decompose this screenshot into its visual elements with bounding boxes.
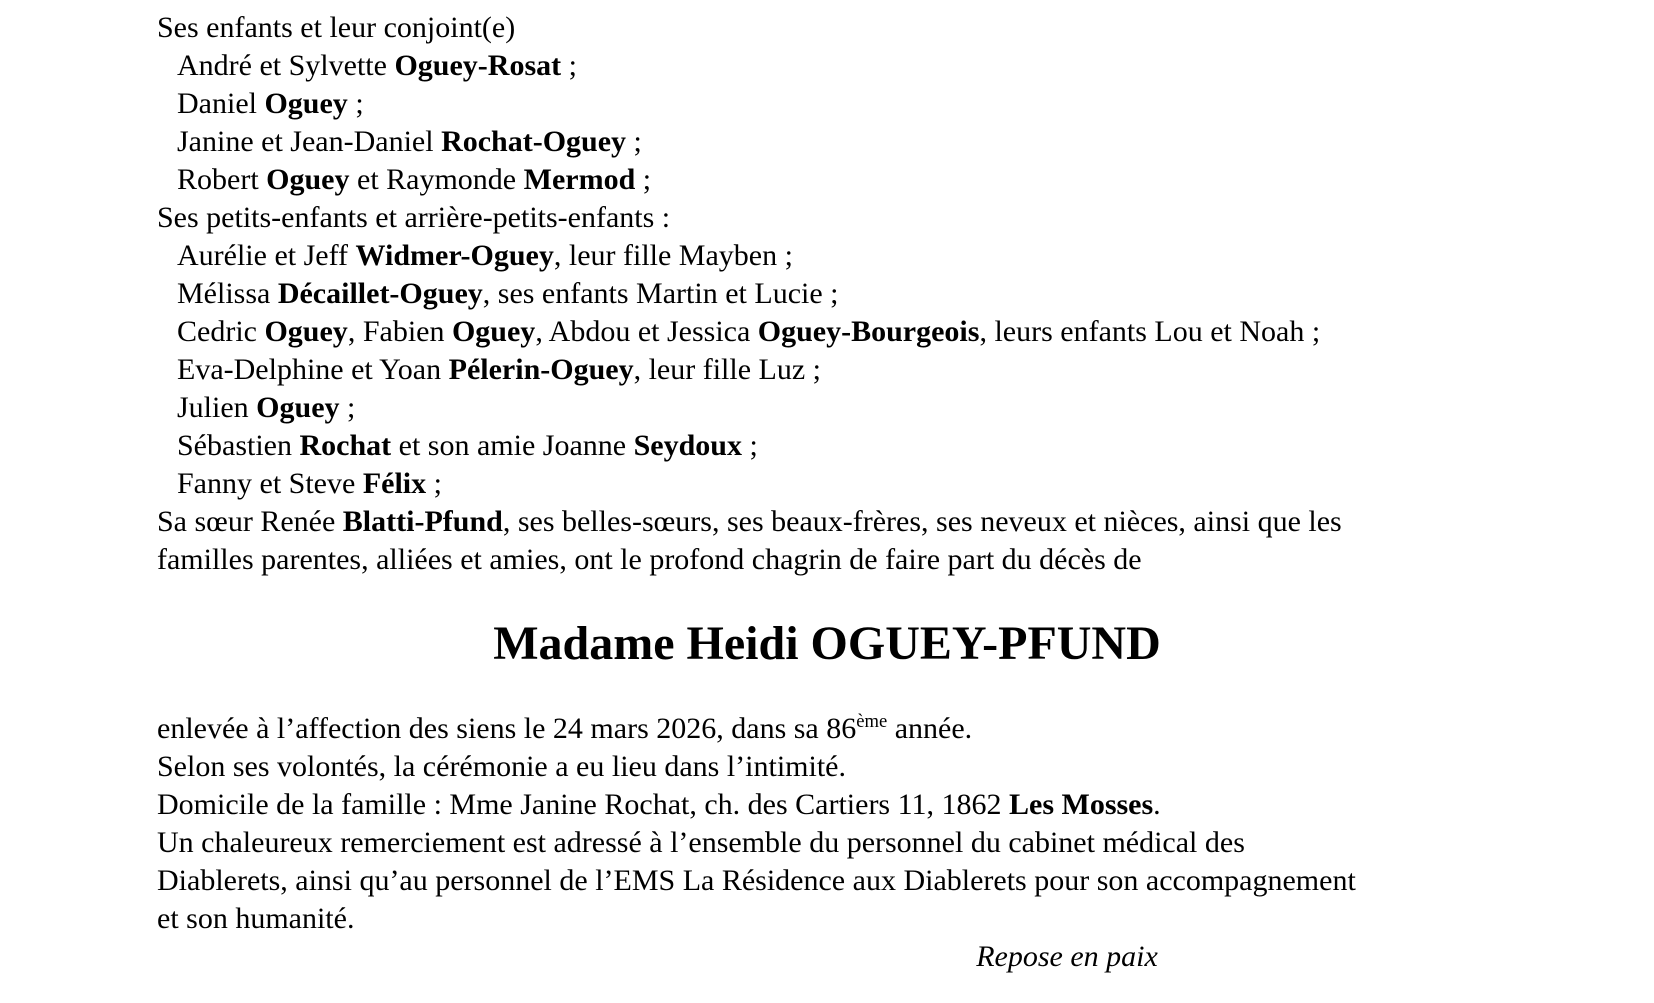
text-segment: Diablerets, ainsi qu’au personnel de l’EMS La Résidence aux Diablerets pour son accompagnement	[157, 864, 1356, 897]
text-line	[157, 824, 1534, 862]
text-line	[157, 389, 1534, 427]
family-name: Blatti-Pfund	[342, 505, 503, 538]
text-line	[157, 465, 1534, 503]
text-segment: ème	[856, 711, 888, 732]
family-name: Oguey	[264, 87, 348, 120]
text-segment: , Abdou et Jessica	[535, 315, 758, 348]
text-segment: ;	[339, 391, 356, 424]
family-name: Oguey	[264, 315, 348, 348]
announcement-details	[157, 710, 1534, 938]
text-segment: Cedric	[177, 315, 265, 348]
family-name: Oguey-Rosat	[394, 49, 562, 82]
text-segment: Julien	[177, 391, 257, 424]
text-line	[157, 85, 1534, 123]
text-segment: Un chaleureux remerciement est adressé à l’ensemble du personnel du cabinet médical des	[157, 826, 1245, 859]
text-segment: , ses belles-sœurs, ses beaux-frères, ses neveux et nièces, ainsi que les	[502, 505, 1342, 538]
text-line	[157, 900, 1534, 938]
family-name: Félix	[362, 467, 427, 500]
text-segment: familles parentes, alliées et amies, ont le profond chagrin de faire part du décès de	[157, 543, 1142, 576]
text-line	[157, 275, 1534, 313]
text-line	[157, 351, 1534, 389]
text-segment: année.	[887, 712, 973, 745]
text-segment: Mélissa	[177, 277, 278, 310]
text-segment: Aurélie et Jeff	[177, 239, 356, 272]
text-line	[157, 748, 1534, 786]
family-name: Mermod	[523, 163, 636, 196]
text-segment: enlevée à l’affection des siens le 24 mars 2026, dans sa 86	[157, 712, 857, 745]
family-name: Seydoux	[633, 429, 742, 462]
family-name: Widmer-Oguey	[355, 239, 554, 272]
text-segment: Eva-Delphine et Yoan	[177, 353, 449, 386]
text-segment: André et Sylvette	[177, 49, 395, 82]
family-name: Oguey	[256, 391, 340, 424]
text-segment: ;	[347, 87, 364, 120]
text-line	[157, 503, 1534, 541]
text-segment: Janine et Jean-Daniel	[177, 125, 442, 158]
text-segment: , leurs enfants Lou et Noah ;	[979, 315, 1321, 348]
text-segment: ;	[635, 163, 652, 196]
text-segment: Selon ses volontés, la cérémonie a eu lieu dans l’intimité.	[157, 750, 846, 783]
text-segment: Domicile de la famille : Mme Janine Rochat, ch. des Cartiers 11, 1862	[157, 788, 1009, 821]
text-line	[157, 199, 1534, 237]
text-segment: , ses enfants Martin et Lucie ;	[482, 277, 839, 310]
text-segment: ;	[561, 49, 577, 82]
text-segment: ;	[426, 467, 442, 500]
text-line	[157, 161, 1534, 199]
text-segment: Sébastien	[177, 429, 300, 462]
family-name: Rochat-Oguey	[441, 125, 627, 158]
family-list	[157, 9, 1534, 579]
text-segment: Daniel	[177, 87, 265, 120]
text-segment: .	[1153, 788, 1161, 821]
text-line	[157, 862, 1534, 900]
text-segment: et son amie Joanne	[391, 429, 634, 462]
text-segment: Fanny et Steve	[177, 467, 363, 500]
text-line	[157, 237, 1534, 275]
text-segment: et son humanité.	[157, 902, 355, 935]
text-line	[157, 541, 1534, 579]
text-line	[157, 9, 1534, 47]
family-name: Oguey-Bourgeois	[757, 315, 980, 348]
text-segment: , leur fille Luz ;	[633, 353, 822, 386]
text-segment: Ses petits-enfants et arrière-petits-enfants :	[157, 201, 671, 234]
family-name: Pélerin-Oguey	[448, 353, 634, 386]
text-segment: et Raymonde	[349, 163, 524, 196]
family-name: Décaillet-Oguey	[277, 277, 483, 310]
text-segment: ;	[741, 429, 758, 462]
family-name: Les Mosses	[1009, 788, 1154, 821]
text-segment: , Fabien	[347, 315, 452, 348]
family-name: Oguey	[266, 163, 350, 196]
text-segment: , leur fille Mayben ;	[553, 239, 793, 272]
text-segment: Sa sœur Renée	[157, 505, 343, 538]
text-line	[157, 710, 1534, 748]
text-line	[157, 786, 1534, 824]
text-line	[157, 427, 1534, 465]
deceased-name: Madame Heidi OGUEY-PFUND	[493, 617, 1161, 670]
closing-line	[157, 938, 1654, 976]
family-name: Rochat	[299, 429, 392, 462]
text-line	[157, 313, 1534, 351]
text-segment: Ses enfants et leur conjoint(e)	[157, 11, 516, 44]
family-name: Oguey	[451, 315, 536, 348]
text-segment: ;	[626, 125, 642, 158]
text-segment: Robert	[177, 163, 267, 196]
text-line	[157, 47, 1534, 85]
closing-phrase: Repose en paix	[976, 940, 1158, 973]
text-line	[157, 123, 1534, 161]
